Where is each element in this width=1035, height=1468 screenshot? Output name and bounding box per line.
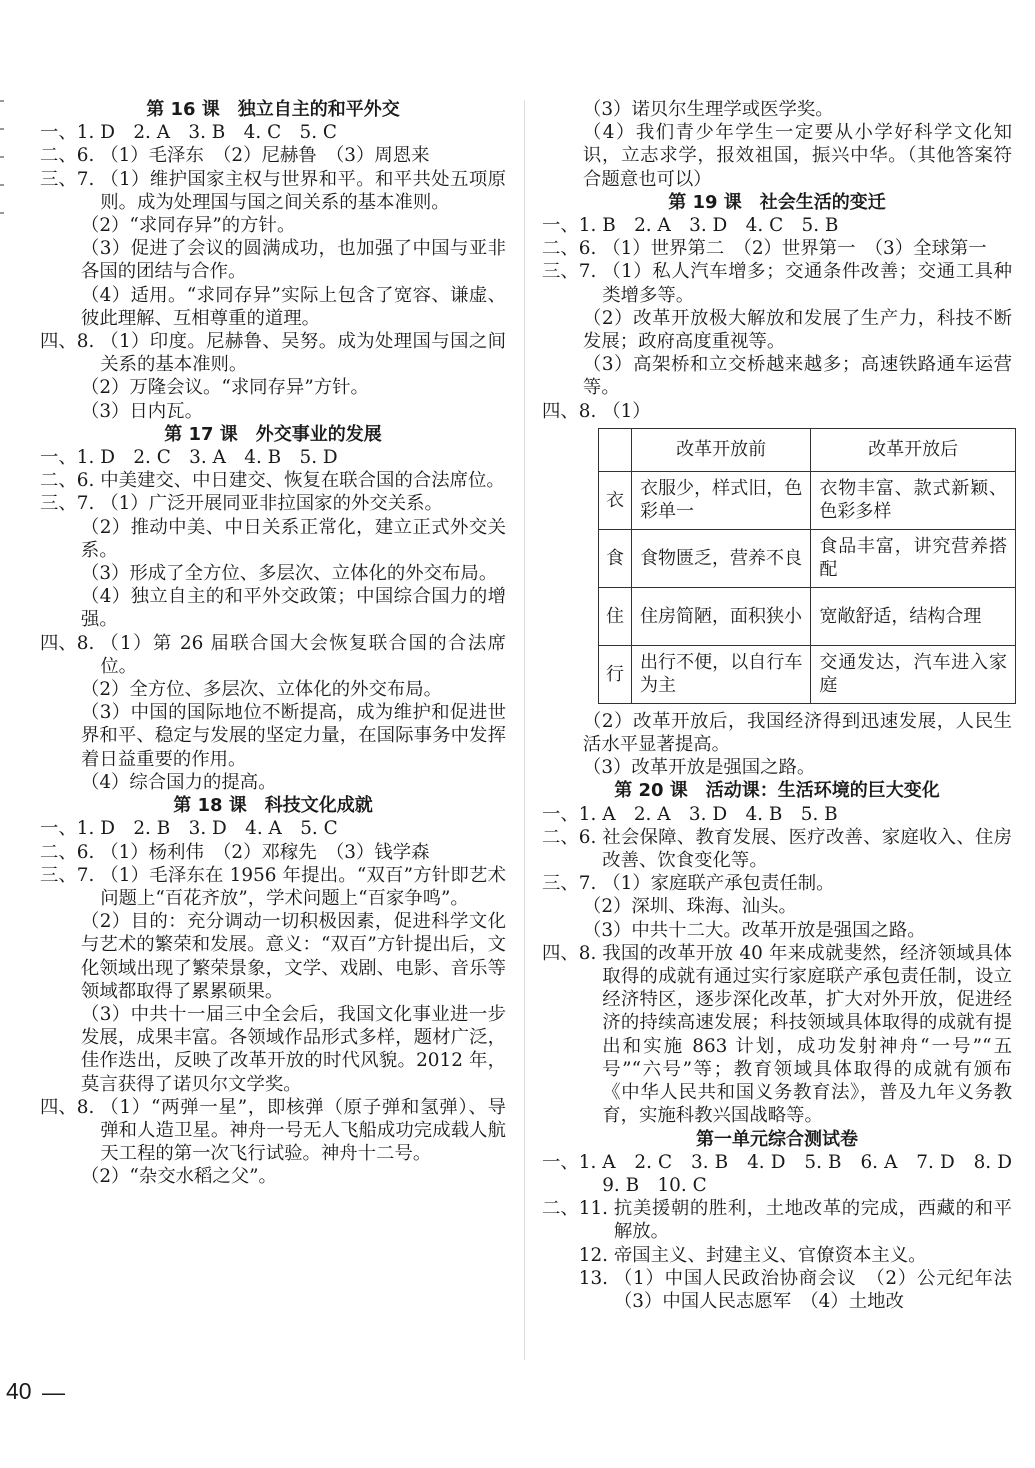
answer-text: （4）独立自主的和平外交政策；中国综合国力的增强。 — [80, 586, 506, 631]
answer-item — [40, 446, 506, 469]
answer-item — [40, 144, 506, 167]
answer-text: （3）诺贝尔生理学或医学奖。 — [582, 99, 834, 120]
answer-item — [542, 400, 1012, 423]
table-cell: 衣物丰富、款式新颖、色彩多样 — [811, 471, 1016, 529]
answer-item — [542, 872, 1012, 895]
answer-text: （1）“两弹一星”，即核弹（原子弹和氢弹）、导弹和人造卫星。神舟一号无人飞船成功完成载人航天工程的第一次飞行试验。神舟十二号。 — [100, 1096, 506, 1165]
margin-binding-mark — [0, 100, 4, 240]
answer-item — [542, 803, 1012, 826]
answer-item — [542, 942, 1012, 1128]
answer-text: （1）世界第二 （2）世界第一 （3）全球第一 — [602, 238, 987, 260]
answer-label: 三、7. — [542, 873, 603, 895]
answer-label: 一、1. — [542, 215, 603, 237]
answer-label: 13. — [542, 1267, 614, 1289]
lesson-19-section — [542, 191, 1012, 780]
answer-item — [40, 562, 506, 585]
answer-text: （1）广泛开展同亚非拉国家的外交关系。 — [100, 493, 443, 515]
answer-text: （4）适用。“求同存异”实际上包含了宽容、谦虚、彼此理解、互相尊重的道理。 — [80, 284, 506, 329]
table-header-cell: 改革开放后 — [811, 428, 1016, 471]
answer-item — [40, 330, 506, 376]
answer-item — [542, 237, 1012, 260]
answer-label: 12. — [542, 1244, 614, 1266]
page-number: 40 — [6, 1378, 32, 1404]
answer-item — [40, 771, 506, 794]
lesson-16-section — [40, 98, 506, 423]
table-cell: 衣服少，样式旧，色彩单一 — [632, 471, 811, 529]
table-corner-cell — [599, 428, 632, 471]
answer-label: 三、7. — [40, 864, 101, 886]
answer-text: （1） — [602, 400, 651, 422]
table-row — [599, 645, 1016, 703]
answer-text: （1）家庭联产承包责任制。 — [602, 873, 835, 895]
table-row — [599, 587, 1016, 645]
answer-text: A 2. C 3. B 4. D 5. B 6. A 7. D 8. D 9. B 10. C — [602, 1151, 1031, 1196]
answer-text: （3）中共十二大。改革开放是强国之路。 — [582, 919, 926, 941]
answer-label: 四、8. — [542, 400, 603, 422]
answer-item — [40, 121, 506, 144]
table-cell: 住房简陋，面积狭小 — [632, 587, 811, 645]
table-cell: 食物匮乏，营养不良 — [632, 529, 811, 587]
answer-item — [40, 910, 506, 1003]
answer-label: 三、7. — [40, 493, 101, 515]
table-cell: 交通发达，汽车进入家庭 — [811, 645, 1016, 703]
answer-text: （3）促进了会议的圆满成功，也加强了中国与亚非各国的团结与合作。 — [80, 238, 506, 283]
answer-text: （2）万隆会议。“求同存异”方针。 — [80, 377, 369, 399]
answer-label: 一、1. — [40, 447, 101, 469]
table-header-cell: 改革开放前 — [632, 428, 811, 471]
answer-text: （2）全方位、多层次、立体化的外交布局。 — [80, 679, 443, 701]
left-column — [40, 98, 506, 1189]
answer-text: （3）日内瓦。 — [80, 400, 203, 422]
lesson-17-section — [40, 423, 506, 794]
answer-label: 一、1. — [542, 803, 603, 825]
table-row-label: 行 — [599, 645, 632, 703]
answer-item — [40, 469, 506, 492]
answer-item — [40, 817, 506, 840]
answer-text: D 2. C 3. A 4. B 5. D — [100, 447, 338, 469]
answer-item — [542, 1267, 1031, 1313]
answer-item — [40, 585, 506, 631]
table-row — [599, 471, 1016, 529]
answer-text: （2）目的：充分调动一切积极因素，促进科学文化与艺术的繁荣和发展。意义：“双百”方针提出后，文化领域出现了繁荣景象，文学、戏剧、电影、音乐等领域都取得了累累硕果。 — [80, 911, 506, 1002]
answer-text: B 2. A 3. D 4. C 5. B — [602, 215, 839, 237]
lesson-20-section — [542, 779, 1012, 1127]
answer-text: （2）“杂交水稻之父”。 — [80, 1166, 277, 1188]
answer-text: （2）“求同存异”的方针。 — [80, 215, 296, 237]
answer-label: 三、7. — [542, 261, 603, 283]
comparison-table — [598, 428, 1016, 704]
unit-test-section — [542, 1128, 1031, 1314]
answer-text: （2）推动中美、中日关系正常化，建立正式外交关系。 — [80, 516, 506, 561]
answer-label: 一、1. — [40, 122, 101, 144]
answer-item — [542, 1151, 1031, 1197]
answer-label: 二、6. — [542, 238, 603, 260]
answer-item — [40, 678, 506, 701]
answer-label: 四、8. — [40, 632, 101, 654]
table-cell: 宽敞舒适，结构合理 — [811, 587, 1016, 645]
answer-text: （2）改革开放后，我国经济得到迅速发展，人民生活水平显著提高。 — [582, 710, 1012, 756]
lesson-20-title: 第 20 课 活动课：生活环境的巨大变化 — [614, 780, 940, 802]
answer-text: （1）私人汽车增多；交通条件改善；交通工具种类增多等。 — [602, 261, 1012, 306]
answer-label: 二、6. — [40, 841, 101, 863]
page-number-dash: — — [42, 1379, 65, 1405]
answer-text: 帝国主义、封建主义、官僚资本主义。 — [613, 1244, 927, 1266]
answer-text: （3）中共十一届三中全会后，我国文化事业进一步发展，成果丰富。各领域作品形式多样，题材广泛，佳作迭出，反映了改革开放的时代风貌。2012 年，莫言获得了诺贝尔文学奖。 — [80, 1003, 506, 1095]
answer-item — [542, 214, 1012, 237]
right-column — [542, 98, 1031, 1313]
answer-text: A 2. A 3. D 4. B 5. B — [602, 803, 838, 825]
answer-text: 我国的改革开放 40 年来成就斐然，经济领域具体取得的成就有通过实行家庭联产承包责任制，设立经济特区，逐步深化改革，扩大对外开放，促进经济的持续高速发展；科技领域具体取得的成就有提出和实施 863 计划，成功发射神舟“一号”“五号”“六号”等；教育领域具体取得的成就有颁布《中华人民共和国义务教育法》，普及九年义务教育，实施科教兴国战略等。 — [602, 942, 1012, 1127]
answer-text: （4）综合国力的提高。 — [80, 771, 277, 793]
answer-item — [542, 353, 1012, 399]
answer-text: （3）中国的国际地位不断提高，成为维护和促进世界和平、稳定与发展的坚定力量，在国际事务中发挥着日益重要的作用。 — [80, 702, 506, 770]
answer-item — [40, 1165, 506, 1188]
answer-text: （3）改革开放是强国之路。 — [582, 757, 816, 779]
table-header-row — [599, 428, 1016, 471]
answer-item — [40, 1096, 506, 1166]
lesson-18-title: 第 18 课 科技文化成就 — [173, 795, 373, 817]
answer-item — [40, 701, 506, 771]
answer-item — [40, 284, 506, 330]
answer-item — [542, 919, 1012, 942]
lesson-18-continued — [542, 98, 1012, 191]
answer-item — [40, 237, 506, 283]
answer-item — [542, 1244, 1012, 1267]
answer-item — [542, 260, 1012, 306]
answer-item — [40, 400, 506, 423]
table-row-label: 住 — [599, 587, 632, 645]
answer-text: （1）毛泽东 （2）尼赫鲁 （3）周恩来 — [100, 145, 430, 167]
answer-item — [40, 376, 506, 399]
answer-label: 二、6. — [542, 826, 603, 848]
answer-label: 四、8. — [542, 942, 603, 964]
answer-text: （2）深圳、珠海、汕头。 — [582, 896, 797, 918]
answer-label: 二、11. — [542, 1198, 614, 1220]
lesson-17-title: 第 17 课 外交事业的发展 — [164, 423, 382, 445]
answer-text: （3）形成了全方位、多层次、立体化的外交布局。 — [80, 563, 498, 585]
answer-label: 二、6. — [40, 145, 101, 167]
answer-label: 四、8. — [40, 1096, 101, 1118]
answer-item — [40, 841, 506, 864]
answer-item — [542, 121, 1012, 191]
table-row-label: 衣 — [599, 471, 632, 529]
answer-item — [542, 895, 1012, 918]
answer-text: （1）杨利伟 （2）邓稼先 （3）钱学森 — [100, 841, 430, 863]
answer-item — [542, 307, 1012, 353]
answer-item — [542, 98, 1012, 121]
answer-item — [542, 826, 1012, 872]
answer-item — [40, 492, 506, 515]
lesson-18-section — [40, 794, 506, 1188]
answer-text: （3）高架桥和立交桥越来越多；高速铁路通车运营等。 — [582, 354, 1012, 399]
answer-item — [40, 516, 506, 562]
answer-text: （1）维护国家主权与世界和平。和平共处五项原则。成为处理国与国之间关系的基本准则。 — [100, 168, 506, 213]
answer-item — [40, 214, 506, 237]
unit-test-title: 第一单元综合测试卷 — [696, 1128, 858, 1150]
column-divider — [524, 100, 525, 1360]
answer-label: 一、1. — [542, 1151, 603, 1173]
answer-text: 抗美援朝的胜利，土地改革的完成，西藏的和平解放。 — [613, 1198, 1012, 1243]
answer-item — [40, 864, 506, 910]
lesson-16-title: 第 16 课 独立自主的和平外交 — [146, 99, 400, 120]
answer-text: （1）毛泽东在 1956 年提出。“双百”方针即艺术问题上“百花齐放”，学术问题上“百家争鸣”。 — [100, 864, 506, 909]
answer-text: 社会保障、教育发展、医疗改善、家庭收入、住房改善、饮食变化等。 — [602, 826, 1012, 872]
lesson-19-title: 第 19 课 社会生活的变迁 — [668, 191, 886, 213]
answer-label: 三、7. — [40, 168, 101, 190]
table-cell: 出行不便，以自行车为主 — [632, 645, 811, 703]
answer-text: （1）印度。尼赫鲁、吴努。成为处理国与国之间关系的基本准则。 — [100, 331, 506, 376]
table-cell: 食品丰富，讲究营养搭配 — [811, 529, 1016, 587]
answer-item — [40, 168, 506, 214]
answer-label: 一、1. — [40, 818, 101, 840]
answer-item — [40, 1003, 506, 1096]
answer-item — [542, 756, 1012, 779]
answer-item — [542, 710, 1012, 756]
answer-text: （1）第 26 届联合国大会恢复联合国的合法席位。 — [100, 632, 506, 677]
answer-text: （1）中国人民政治协商会议 （2）公元纪年法 （3）中国人民志愿军 （4）土地改 — [613, 1267, 1031, 1312]
table-row — [599, 529, 1016, 587]
answer-text: D 2. A 3. B 4. C 5. C — [100, 122, 338, 144]
answer-text: （4）我们青少年学生一定要从小学好科学文化知识，立志求学，报效祖国，振兴中华。（其他答案符合题意也可以） — [582, 122, 1012, 190]
answer-text: （2）改革开放极大解放和发展了生产力，科技不断发展；政府高度重视等。 — [582, 307, 1012, 353]
answer-label: 二、6. — [40, 470, 101, 492]
answer-item — [40, 632, 506, 678]
table-row-label: 食 — [599, 529, 632, 587]
answer-label: 四、8. — [40, 331, 101, 353]
answer-text: D 2. B 3. D 4. A 5. C — [100, 818, 338, 840]
answer-text: 中美建交、中日建交、恢复在联合国的合法席位。 — [100, 470, 505, 492]
answer-item — [542, 1197, 1012, 1243]
